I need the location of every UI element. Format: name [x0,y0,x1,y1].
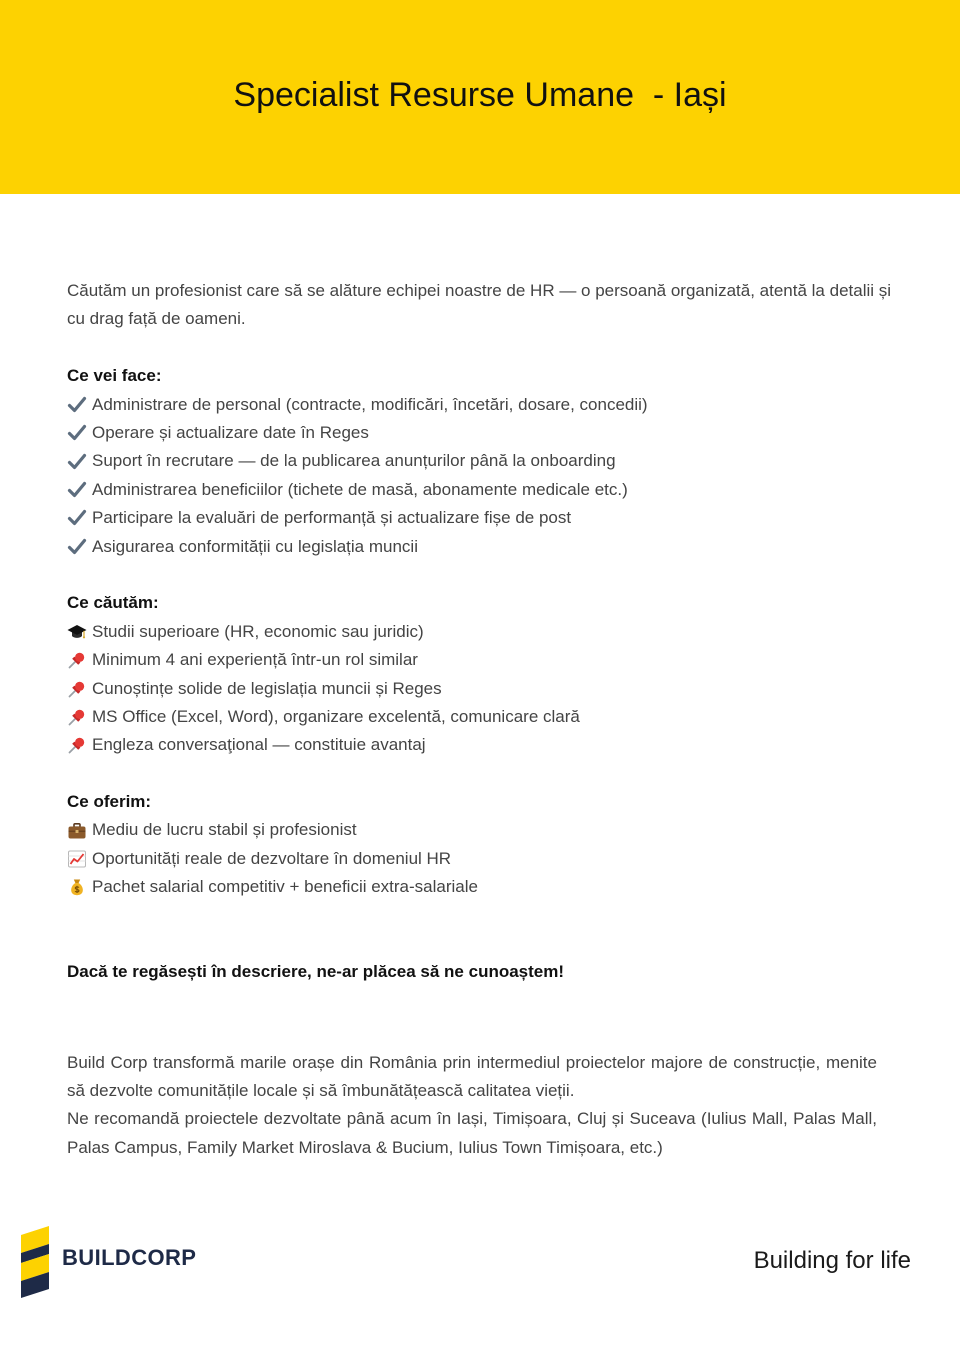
list-item [67,873,907,901]
list-item [67,391,907,419]
list-item-text: MS Office (Excel, Word), organizare excelentă, comunicare clară [92,706,580,726]
list-item [67,533,907,561]
list-item-text: Mediu de lucru stabil și profesionist [92,820,357,840]
closing-call: Dacă te regăsești în descriere, ne-ar plăcea să ne cunoaștem! [67,962,565,982]
check-mark-icon [67,508,87,528]
check-mark-icon [67,452,87,472]
list-item [67,731,907,759]
list-item-text: Asigurarea conformității cu legislația muncii [92,536,418,556]
intro-paragraph: Căutăm un profesionist care să se alăture echipei noastre de HR — o persoană organizată, atentă la detalii și cu drag față de oameni. [67,281,892,329]
section-heading: Ce vei face: [67,366,162,386]
graduation-cap-icon [67,622,87,642]
job-sections [67,362,907,901]
list-item-text: Operare și actualizare date în Reges [92,422,369,442]
list-item-text: Minimum 4 ani experiență într-un rol similar [92,650,418,670]
header-banner [0,0,960,194]
company-description [67,1049,877,1163]
briefcase-icon [67,821,87,841]
company-paragraph: Build Corp transformă marile orașe din România prin intermediul proiectelor majore de construcție, menite să dezvolte comunitățile locale și să îmbunătățească calitatea vieții. [67,1052,877,1101]
tagline: Building for life [753,1247,911,1274]
list-item-text: Suport în recrutare — de la publicarea anunțurilor până la onboarding [92,451,616,471]
list-item [67,816,907,844]
pushpin-icon [67,650,87,670]
section-heading: Ce oferim: [67,792,152,812]
job-description [67,277,907,1162]
list-item-text: Administrare de personal (contracte, modificări, încetări, dosare, concedii) [92,394,648,414]
list-item [67,447,907,475]
list-item [67,646,907,674]
chart-increasing-icon [67,849,87,869]
list-section [67,362,907,561]
section-heading: Ce căutăm: [67,593,159,613]
check-mark-icon [67,423,87,443]
company-paragraph: Ne recomandă proiectele dezvoltate până acum în Iași, Timișoara, Cluj și Suceava (Iulius Mall, Palas Mall, Palas Campus, Family Market Miroslava & Bucium, Iulius Town Timișoara, etc.) [67,1109,877,1157]
check-mark-icon [67,537,87,557]
pushpin-icon [67,735,87,755]
list-item [67,618,907,646]
logo-wordmark: BUILDCORP [62,1245,197,1270]
list-item-text: Engleza conversaţional — constituie avantaj [92,735,426,755]
list-item [67,476,907,504]
list-section [67,788,907,902]
list-item-text: Administrarea beneficiilor (tichete de masă, abonamente medicale etc.) [92,479,628,499]
list-item [67,419,907,447]
buildcorp-logo-icon [20,1226,50,1298]
pushpin-icon [67,679,87,699]
list-item [67,703,907,731]
list-item [67,675,907,703]
list-item-text: Participare la evaluări de performanță și actualizare fișe de post [92,508,572,528]
page-title: Specialist Resurse Umane - Iași [233,76,727,114]
list-item-text: Cunoștințe solide de legislația muncii și Reges [92,678,442,698]
list-item [67,845,907,873]
list-section [67,589,907,759]
money-bag-icon [67,877,87,897]
list-item-text: Studii superioare (HR, economic sau juridic) [92,621,424,641]
pushpin-icon [67,707,87,727]
list-item [67,504,907,532]
list-item-text: Pachet salarial competitiv + beneficii extra-salariale [92,877,478,897]
check-mark-icon [67,395,87,415]
list-item-text: Oportunități reale de dezvoltare în domeniul HR [92,848,452,868]
check-mark-icon [67,480,87,500]
